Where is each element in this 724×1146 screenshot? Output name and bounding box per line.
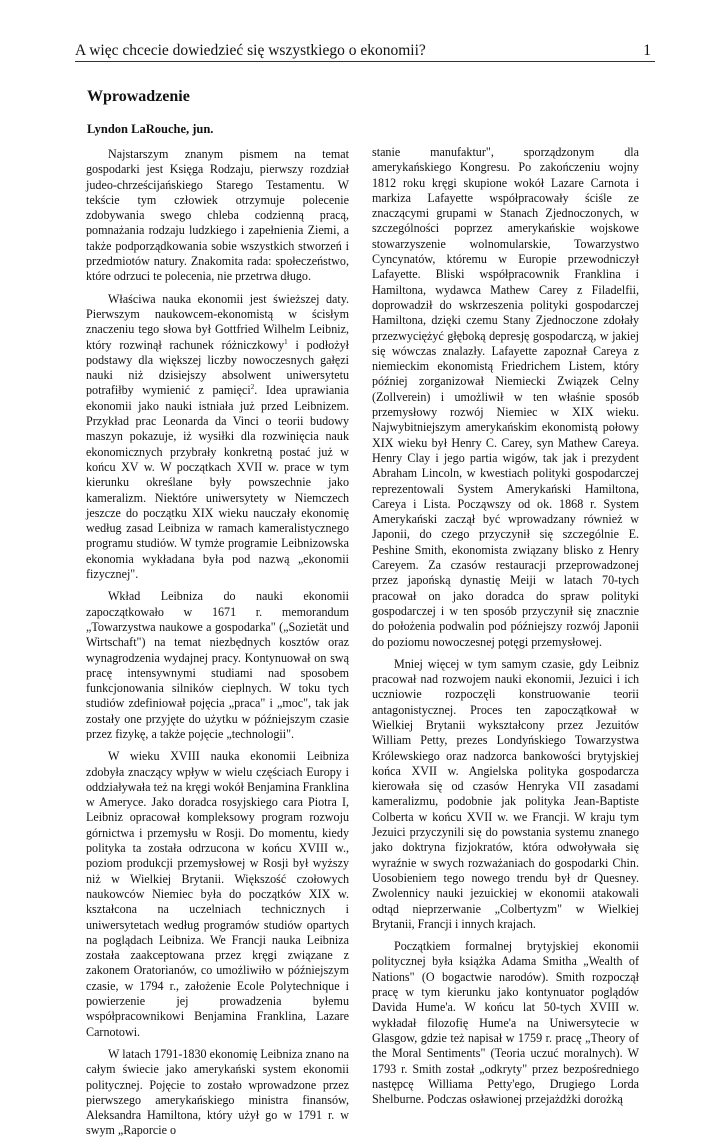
- running-header: [75, 41, 655, 62]
- right-column: [372, 145, 639, 1114]
- paragraph: Wkład Leibniza do nauki ekonomii zapoczątkowało w 1671 r. memorandum „Towarzystwa naukowe a gospodarka" („Sozietät und Wirtschaft") na temat niezbędnych kosztów oraz wynagrodzenia wydajnej pracy. Kontynuował on swą pracę intensywnymi studiami nad sposobem funkcjonowania silników cieplnych. W toku tych studiów zdefiniował pojęcia „praca" i „moc", tak jak zostały one przyjęte do użytku w późniejszym czasie przez fizykę, a także pojęcie „technologii".: [86, 589, 349, 741]
- paragraph: Mniej więcej w tym samym czasie, gdy Leibniz pracował nad rozwojem nauki ekonomii, Jezuici i ich uczniowie rozpoczęli konstruowanie teorii antagonistycznej. Proces ten zapoczątkował w Wielkiej Brytanii wykształcony przez Jezuitów William Petty, prezes Londyńskiego Towarzystwa Królewskiego oraz nadzorca bankowości brytyjskiej końca XVII w. Angielska polityka gospodarcza kierowała się od czasów Henryka VII zasadami kameralizmu, podobnie jak polityka Jean-Baptiste Colberta w końcu XVII w. we Francji. W kraju tym Jezuici przyczynili się do powstania systemu znanego jako doktryna fizjokratów, która odwoływała się wyraźnie w swych rozważaniach do gospodarki Chin. Uosobieniem tego nowego trendu był dr Quesney. Zwolennicy nauki jezuickiej w ekonomii atakowali odtąd nieprzerwanie „Colbertyzm" w Wielkiej Brytanii, Francji i innych krajach.: [372, 656, 639, 931]
- paragraph-text: . Idea uprawiania ekonomii jako nauki istniała już przed Leibnizem. Przykład prac Leonarda da Vinci o teorii budowy maszyn pokazuje, iż wysiłki dla rozwinięcia nauk ekonomicznych przybrały konkretną postać już w końcu XV w. W początkach XVII w. prace w tym kierunku określane były powszechnie jako kameralizm. Niektóre uniwersytety w Niemczech jeszcze do początku XIX wieku nauczały ekonomię według zasad Leibniza w ramach kameralistycznego programu studiów. W tymże programie Leibnizowska ekonomia wykładana była pod nazwą „ekonomii fizycznej".: [86, 383, 349, 582]
- page-number: 1: [643, 42, 651, 59]
- paragraph: [86, 292, 349, 583]
- running-title: A więc chcecie dowiedzieć się wszystkiego o ekonomii?: [75, 42, 426, 59]
- author-name: Lyndon LaRouche, jun.: [87, 122, 214, 136]
- footnote-ref: 1: [284, 337, 288, 346]
- paragraph: W wieku XVIII nauka ekonomii Leibniza zdobyła znaczący wpływ w wielu częściach Europy i oddziaływała też na kręgi wokół Benjamina Franklina w Ameryce. Jako doradca rosyjskiego cara Piotra I, Leibniz opracował kompleksowy program rozwoju górnictwa i przemysłu w Rosji. Do momentu, kiedy polityka ta została odrzucona w końcu XVIII w., poziom produkcji przemysłowej w Rosji był wyższy niż w Wielkiej Brytanii. Większość czołowych naukowców Niemiec była do początków XIX w. kształcona na uczelniach technicznych i uniwersytetach według programów studiów opartych na poglądach Leibniza. We Francji nauka Leibniza została zaakceptowana przez kręgi związane z zakonem Oratorianów, co umożliwiło w późniejszym czasie, w 1794 r., założenie Ecole Polytechnique i powierzenie jej prowadzenia byłemu współpracownikowi Benjamina Franklina, Lazare Carnotowi.: [86, 749, 349, 1039]
- paragraph: stanie manufaktur", sporządzonym dla amerykańskiego Kongresu. Po zakończeniu wojny 1812 roku kręgi skupione wokół Lazare Carnota i markiza Lafayette współpracowały ściśle ze znaczącymi grupami w Stanach Zjednoczonych, w szczególności poprzez amerykańskie wojskowe stowarzyszenie wolnomularskie, Towarzystwo Cyncynatów, któremu w Europie przewodniczył Lafayette. Bliski współpracownik Franklina i Hamiltona, wydawca Mathew Carey z Filadelfii, doprowadził do wskrzeszenia polityki gospodarczej Hamiltona, dzięki czemu Stany Zjednoczone zdołały przezwyciężyć głęboką depresję gospodarczą, w jakiej się wówczas znalazły. Lafayette zapoznał Careya z niemieckim ekonomistą Friedrichem Listem, który później zorganizował Niemiecki Związek Celny (Zollverein) i umożliwił w ten właśnie sposób przemysłowy rozwój Niemiec w XIX wieku. Najwybitniejszym amerykańskim ekonomistą połowy XIX wieku był Henry C. Carey, syn Mathew Careya. Henry Clay i jego partia wigów, tak jak i prezydent Abraham Lincoln, w kwestiach polityki gospodarczej reprezentowali System Amerykański Hamiltona, Careya i Lista. Począwszy od ok. 1868 r. System Amerykański zaczął być wprowadzany również w Japonii, do czego przyczynił się szczególnie E. Peshine Smith, ekonomista związany blisko z Henry Careyem. Za czasów restauracji przeprowadzonej przez japońską dynastię Meiji w latach 70-tych pracował on jako doradca do spraw polityki gospodarczej i w ten sposób przyczynił się znacznie do położenia podwalin pod późniejszy rozwój Japonii do poziomu nowoczesnej potęgi przemysłowej.: [372, 145, 639, 649]
- paragraph: Najstarszym znanym pismem na temat gospodarki jest Księga Rodzaju, pierwszy rozdział judeo-chrześcijańskiego Starego Testamentu. W tekście tym człowiek otrzymuje polecenie zdobywania swego chleba codzienną pracą, pomnażania rodzaju ludzkiego i zapełnienia Ziemi, a także podporządkowania sobie wszystkich stworzeń i przedmiotów natury. Znakomita rada: społeczeństwo, które odrzuci te polecenia, nie przetrwa długo.: [86, 147, 349, 284]
- paragraph: W latach 1791-1830 ekonomię Leibniza znano na całym świecie jako amerykański system ekonomii politycznej. Pojęcie to zostało wprowadzone przez pierwszego amerykańskiego ministra finansów, Aleksandra Hamiltona, który użył go w 1791 r. w swym „Raporcie o: [86, 1046, 349, 1138]
- paragraph-text: i podłożył podstawy dla większej liczby nowoczesnych gałęzi nauki niż dzisiejszy absolwent uniwersytetu potrafiłby wymienić z pamięci: [86, 337, 350, 398]
- paragraph-text: Właściwa nauka ekonomii jest świeższej daty. Pierwszym naukowcem-ekonomistą w ścisłym znaczeniu tego słowa był Gottfried Wilhelm Leibniz, który rozwinął rachunek różniczkowy: [86, 291, 349, 352]
- paragraph: Początkiem formalnej brytyjskiej ekonomii politycznej była książka Adama Smitha „Wealth of Nations" (O bogactwie narodów). Smith rozpoczął pracę w tym kierunku jako kontynuator poglądów Davida Hume'a. W końcu lat 50-tych XVIII w. wykładał filozofię Hume'a na Uniwersytecie w Glasgow, gdzie też napisał w 1759 r. pracę „Theory of the Moral Sentiments" (Teoria uczuć moralnych). W 1793 r. Smith został „odkryty" przez bezpośredniego następcę Williama Petty'ego, Drugiego Lorda Shelburne. Podczas osławionej przejażdżki dorożką: [372, 939, 639, 1107]
- left-column: [86, 147, 349, 1146]
- footnote-ref: 2: [250, 383, 255, 392]
- section-title: Wprowadzenie: [87, 88, 190, 105]
